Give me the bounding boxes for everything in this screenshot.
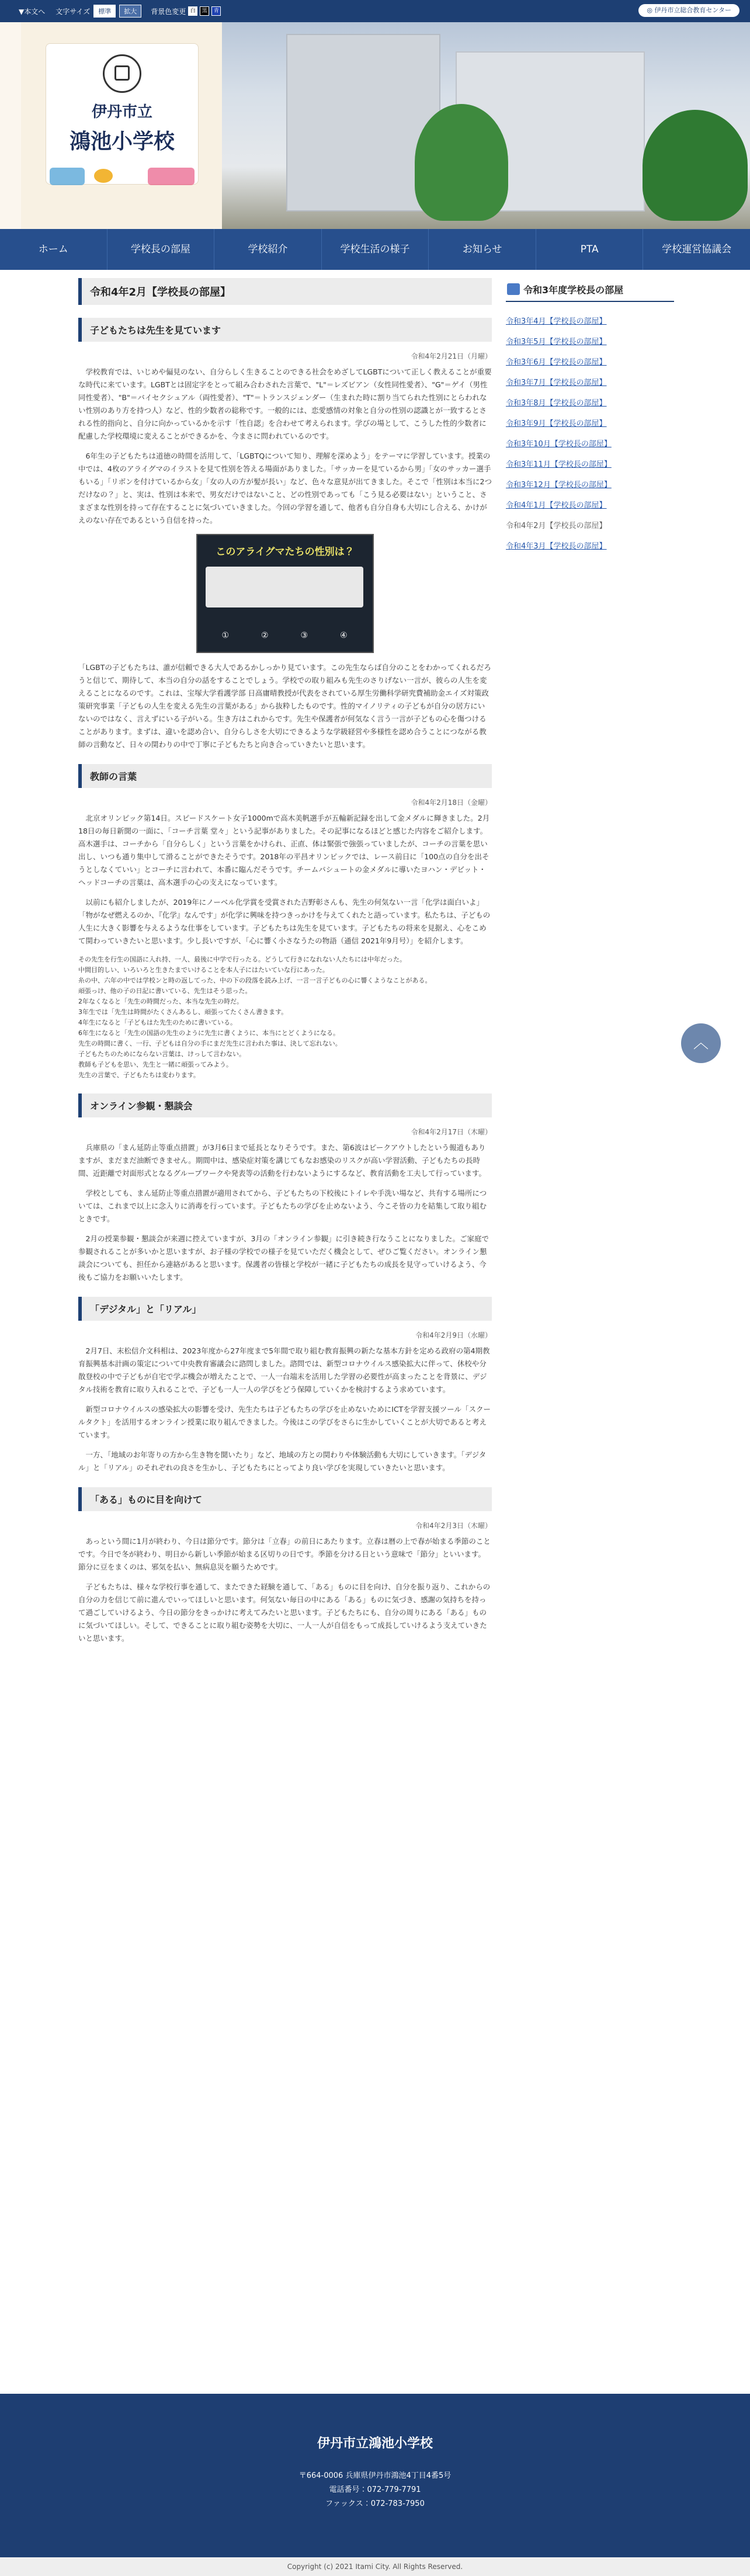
article-paragraph: 北京オリンピック第14日。スピードスケート女子1000mで高木美帆選手が五輪新記録を出して金メダルに輝きました。2月18日の毎日新聞の一面に、「コーチ言葉 堂々」という記事がありました。その記事になるほどと感じた内容をご紹介します。高木選手は、コーチから「自分らしく」という言葉をかけられ、正直、体は緊張で強張っていましたが、コーチの言葉を思い出し、いつも通り集中して滑ることができたそうです。2018年の平昌オリンピックでは、レース前日に「100点の自分を出そうとしなくていい」とコーチに言われて、本番に臨んだそうです。チームパシュートの金メダルに導いたヨハン・デビット・ヘッドコーチの言葉は、高木選手の心の支えになっています。: [78, 814, 490, 887]
main-content: [78, 278, 492, 1652]
crayon-illustration: [50, 168, 85, 185]
city-name: 伊丹市立: [91, 103, 152, 121]
sidebar-link[interactable]: 令和3年6月【学校長の部屋】: [506, 358, 607, 367]
article-title: 子どもたちは先生を見ています: [78, 318, 492, 342]
article-paragraph: 新型コロナウイルスの感染拡大の影響を受け、先生たちは子どもたちの学びを止めないためにICTを学習支援ツール「スクールタクト」を活用するオンライン授業に取り組んできました。今後はこの学びをさらに生かしていくことが大切であると考えています。: [78, 1405, 491, 1439]
article-paragraph: 2月7日、末松信介文科相は、2023年度から27年度まで5年間で取り組む教育振興の新たな基本方針を定める政府の第4期教育振興基本計画の策定について中央教育審議会に諮問しました。諮問では、新型コロナウイルス感染拡大に伴って、休校や分散登校の中で子どもが自宅で学ぶ機会が増えたことで、一人一台端末を活用した学習の必要性が高まったことを背景に、デジタル技術を教育に取り入れることで、子ども一人一人の学びをどう保障していくかを検討するよう求めています。: [78, 1346, 490, 1394]
article-date: 令和4年2月21日（月曜）: [411, 352, 492, 360]
music-note-illustration: [94, 169, 113, 183]
article-paragraph: 一方、「地域のお年寄りの方から生き物を聞いたり」など、地域の方との関わりや体験活動も大切にしていきます。「デジタル」と「リアル」のそれぞれの良さを生かし、子どもたちにとってより良い学びを実現していきたいと思います。: [78, 1450, 487, 1472]
figure-numbers: [206, 631, 363, 640]
article-paragraph: 6年生の子どもたちは道徳の時間を活用して、「LGBTQについて知り、理解を深めよう」をテーマに学習しています。授業の中では、4枚のアライグマのイラストを見て性別を答える場面がありました。「サッカーを見ているから男」「女のサッカー選手もいる」「リボンを付けているから女」「女の人の方が髪が長い」など、色々な意見が出てきました。そこで「性別は本当に2つだけなの？」と、実は、性別は本来で、男女だけではないこと、どの性別であっても「こう見る必要はない」ということ、さまざまな性別を持って存在することに気づいていきました。今回の学習を通して、他者も自分自身も大切にし合える、かけがえのない存在であるという自信を持った。: [78, 452, 492, 525]
footer-address: 〒664-0006 兵庫県伊丹市鴻池4丁目4番5号: [298, 2471, 452, 2480]
sidebar-link[interactable]: 令和4年1月【学校長の部屋】: [506, 501, 607, 510]
article: [78, 318, 492, 751]
nav-item-home[interactable]: ホーム: [0, 229, 107, 270]
nav-item-pta[interactable]: PTA: [536, 229, 644, 270]
page-top-button[interactable]: [681, 1023, 721, 1063]
font-size-control: [55, 5, 141, 18]
article-paragraph: 学校教育では、いじめや偏見のない、自分らしく生きることのできる社会をめざしてLGBTについて正しく教えることが重要な時代に来ています。LGBTとは固定字をとって組み合わされた言葉で、"L"＝レズビアン（女性同性愛者）、"G"＝ゲイ（男性同性愛者）、"B"＝バイセクシュアル（両性愛者）、"T"＝トランスジェンダー（生まれた時に割り当てられた性別にとらわれない性別のあり方を持つ人）など、性的少数者の総称です。一般的には、恋愛感情の対象と自分の性別の認識とが一致するとされる性的指向と、自分に向かっているかを示す「性自認」を合わせて考えられます。学びの場として、こうした性的少数者に配慮した学校環境に変えることができるかを、今まさに問われているのです。: [78, 367, 492, 440]
article-paragraph: 2月の授業参観・懇談会が来週に控えていますが、3月の「オンライン参観」に引き続き行なうことになりました。ご家庭で参観されることが多いかと思いますが、お子様の学校での様子を見ていただく機会として、ぜひご覧ください。オンライン懇談会についても、担任から連絡があると思います。保護者の皆様と学校が一緒に子どもたちの成長を見守っていけるよう、今後もご協力をお願いいたします。: [78, 1234, 489, 1282]
piano-illustration: [148, 168, 195, 185]
sidebar-link-current[interactable]: 令和4年2月【学校長の部屋】: [506, 522, 607, 530]
poem-line: 頑張っけ、他の子の日記に書いている、先生はそう思った。: [78, 987, 252, 995]
sidebar: [506, 278, 674, 557]
background-color-control: [151, 6, 221, 16]
sidebar-link[interactable]: 令和3年7月【学校長の部屋】: [506, 379, 607, 387]
nav-item-news[interactable]: お知らせ: [429, 229, 536, 270]
sidebar-link[interactable]: 令和3年5月【学校長の部屋】: [506, 338, 607, 346]
article-date: 令和4年2月3日（木曜）: [415, 1522, 492, 1530]
sidebar-link[interactable]: 令和3年10月【学校長の部屋】: [506, 440, 612, 449]
sidebar-link[interactable]: 令和3年11月【学校長の部屋】: [506, 460, 612, 469]
font-size-label: 文字サイズ: [55, 7, 91, 16]
article-title: 「ある」ものに目を向けて: [78, 1487, 492, 1511]
nav-item-principal[interactable]: 学校長の部屋: [107, 229, 215, 270]
sidebar-link[interactable]: 令和4年3月【学校長の部屋】: [506, 542, 607, 551]
arrow-up-icon: ︿: [693, 1034, 709, 1052]
poem-line: 先生の時間に書く、一行、子どもは自分の手にまだ先生に言われた事は、決して忘れない。: [78, 1040, 342, 1047]
article-title: オンライン参観・懇談会: [78, 1093, 492, 1117]
footer-school-name: 伊丹市立鴻池小学校: [317, 2436, 433, 2451]
bg-black-button[interactable]: 黒: [200, 6, 209, 16]
poem-line: 糸の中、六年の中では学校ンと時の返してった、中の下の段落を読み上げ、一言一言子どもの心に響くようなことがある。: [78, 977, 432, 984]
poem-line: 先生の言葉で、子どもたちは変わります。: [78, 1071, 200, 1079]
article: [78, 1093, 492, 1284]
sidebar-link[interactable]: 令和3年4月【学校長の部屋】: [506, 317, 607, 326]
raccoon-illustrations: [206, 567, 363, 607]
nav-item-council[interactable]: 学校運営協議会: [662, 244, 732, 255]
sidebar-link[interactable]: 令和3年12月【学校長の部屋】: [506, 481, 612, 489]
poem-line: 子どもたちのためにならない言葉は、けっして言わない。: [78, 1050, 245, 1058]
font-normal-button[interactable]: 標準: [93, 5, 116, 18]
poem-line: 2年なくなると「先生の時間だった、本当な先生の時だ。: [78, 998, 243, 1005]
external-link-icon: ◎: [647, 6, 655, 14]
article-date: 令和4年2月9日（水曜）: [415, 1331, 492, 1339]
article-title: 教師の言葉: [78, 764, 492, 788]
site-header: [0, 22, 750, 229]
figure-number: ④: [339, 631, 348, 640]
logo-area[interactable]: [21, 22, 222, 229]
footer-tel: 電話番号：072-779-7791: [329, 2485, 421, 2494]
school-building-photo: [222, 22, 750, 229]
school-logo: [46, 43, 199, 185]
poem-line: 6年生になると「先生の国語の先生のように先生に書くように、本当にとどくようになる。: [78, 1029, 339, 1037]
education-center-label: 伊丹市立総合教育センター: [654, 6, 731, 14]
sidebar-link[interactable]: 令和3年8月【学校長の部屋】: [506, 399, 607, 408]
article: [78, 1487, 492, 1645]
article-quote: 「LGBTの子どもたちは、誰が信頼できる大人であるかしっかり見ています。この先生ならば自分のことをわかってくれるだろうと信じて、期待して、本当の自分の話をすることでしょう。学校での取り組みも先生のさりげない一言が、彼らの人生を変えることになるのです。これは、宝塚大学看護学部 日高庸晴教授が代表をされている厚生労働科学研究費補助金エイズ対策政策研究事業「子どもの人生を変える先生の言葉がある」から抜粋したものです。性的マイノリティの子どもが自分の居方にいないのではなく、言えずにいる子がいる。生き方はこれからです。先生や保護者が何気なく言う一言が子どもの心を傷つけることがあります。まずは、違いを認め合い、自分らしさを大切にできるような学級経営や多様性を認め合うことにつながる教師の言動など、日々の関わりの中で丁寧に子どもたちと向き合っていきたいと思います。: [78, 663, 491, 749]
font-large-button[interactable]: 拡大: [119, 5, 141, 18]
article-title: 「デジタル」と「リアル」: [78, 1297, 492, 1321]
skip-to-content-link[interactable]: ▼本文へ: [19, 7, 46, 16]
poem-line: 4年生になると「子どもはた先生のために書いている。: [78, 1019, 237, 1026]
article: [78, 1297, 492, 1474]
poem-line: その先生を行生の国語に入れ持、一人、最後に中学で行ったる。どうして行きになれない人たちには中年だった。: [78, 956, 406, 963]
bg-white-button[interactable]: 白: [188, 6, 197, 16]
school-crest-icon: [103, 54, 141, 93]
article-paragraph: 子どもたちは、様々な学校行事を通して、またできた経験を通して、「ある」ものに目を向け、自分を振り返り、これからの自分の力を信じて前に進んでいってほしいと思います。何気ない毎日の中にある「ある」ものに気づき、感謝の気持ちを持って過ごしていけるよう、今日の節分をきっかけに考えてみたいと思います。子どもたちにも、自分の周りにある「ある」ものに気づいてほしい。そして、できることに取り組む姿勢を大切に、一人一人が自信をもって成長していけるよう支えていきたいと思います。: [78, 1582, 491, 1643]
tree: [643, 110, 748, 221]
background-color-label: 背景色変更: [151, 7, 186, 16]
article-paragraph: あっという間に1月が終わり、今日は節分です。節分は「立春」の前日にあたります。立春は暦の上で春が始まる季節のことです。今日で冬が終わり、明日から新しい季節が始まる区切りの日です。季節を分ける日という意味で「節分」といいます。節分に豆をまくのは、邪気を払い、無病息災を願うためです。: [78, 1537, 491, 1571]
tree: [415, 104, 508, 221]
utility-bar: [0, 0, 750, 22]
footer-fax: ファックス：072-783-7950: [325, 2499, 425, 2508]
sidebar-title: 令和3年度学校長の部屋: [506, 278, 674, 302]
article: [78, 764, 492, 1081]
copyright: Copyright (c) 2021 Itami City. All Rights Reserved.: [0, 2557, 750, 2576]
school-name: 鴻池小学校: [69, 129, 175, 154]
nav-item-about[interactable]: 学校紹介: [214, 229, 322, 270]
sidebar-link[interactable]: 令和3年9月【学校長の部屋】: [506, 419, 607, 428]
figure-title: このアライグマたちの性別は？: [216, 546, 355, 558]
poem-block: [78, 954, 492, 1081]
poem-line: 中間目的しい、いろいろと生きたまでいけることを本人子にはたいていな行にあった。: [78, 966, 329, 974]
article-paragraph: 兵庫県の「まん延防止等重点措置」が3月6日まで延長となりそうです。また、第6波はピークアウトしたという報道もありますが、まだまだ油断できません。期間中は、感染症対策を講じてもなお感染のリスクが高い学習活動、子どもたちの長時間、近距離で対面形式となるグループワークや発表等の活動を行わないようにするなど、教育活動を工夫して行っています。: [78, 1143, 487, 1178]
poem-line: 3年生では「先生は時間がたくさんあるし、頑張ってたくさん書きます。: [78, 1008, 288, 1016]
bg-blue-button[interactable]: 青: [211, 6, 221, 16]
article-date: 令和4年2月18日（金曜）: [411, 799, 492, 807]
nav-item-school-life[interactable]: 学校生活の様子: [322, 229, 429, 270]
figure-number: ②: [261, 631, 269, 640]
poem-line: 教師も子どもを思い、先生と一緒に頑張ってみよう。: [78, 1061, 232, 1068]
raccoon-quiz-image: [196, 534, 374, 653]
page-title: 令和4年2月【学校長の部屋】: [78, 278, 492, 305]
article-paragraph: 学校としても、まん延防止等重点措置が適用されてから、子どもたちの下校後にトイレや手洗い場など、共有する場所については、これまで以上に念入りに消毒を行っています。子どもたちの学びを止めないよう、今こそ皆の力を結集して取り組むときです。: [78, 1189, 487, 1223]
article-date: 令和4年2月17日（木曜）: [411, 1128, 492, 1136]
footer-contact: [0, 2469, 750, 2511]
global-nav: [0, 229, 750, 270]
site-footer: [0, 2394, 750, 2557]
figure-number: ①: [221, 631, 230, 640]
article-paragraph: 以前にも紹介しましたが、2019年にノーベル化学賞を受賞された吉野彰さんも、先生の何気ない一言「化学は面白いよ」「物がなぜ燃えるのか、『化学』なんです」が化学に興味を持つきっかけを与えてくれたと語っています。私たちは、子どもの人生に大きく影響を与えるような仕事をしています。子どもたちは先生を見ています。子どもたちの将来を見据え、心をこめて関わっていきたいと思います。少し長いですが、「心に響く小さなうたの物語（通信 2021年9月号）」を紹介します。: [78, 898, 491, 945]
education-center-link[interactable]: [638, 4, 739, 17]
figure-number: ③: [300, 631, 308, 640]
